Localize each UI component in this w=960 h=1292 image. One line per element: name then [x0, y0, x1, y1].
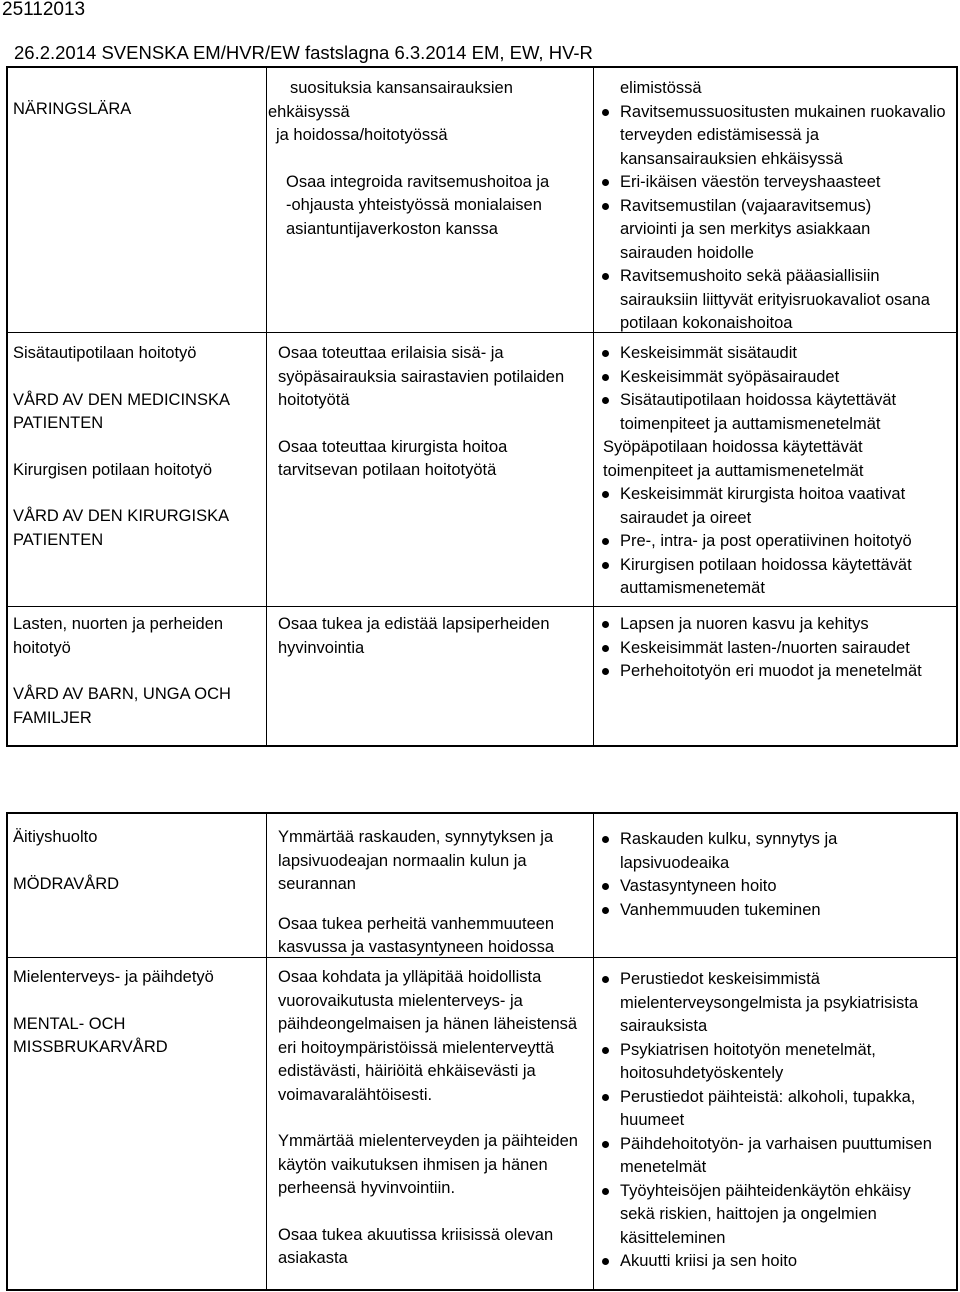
text-line: VÅRD AV DEN KIRURGISKA [13, 507, 230, 525]
text-line: sairauden hoidolle [620, 243, 754, 262]
text-line: Keskeisimmät lasten-/nuorten sairaudet [620, 638, 910, 657]
row-medicinska-col3 [598, 342, 912, 601]
text-line: sairauksista [620, 1017, 708, 1035]
list-item [598, 554, 912, 601]
row-medicinska-col2 [278, 342, 564, 483]
text-line: Lasten, nuorten ja perheiden [13, 615, 224, 633]
list-item [598, 366, 912, 390]
text-line: auttamismenetemät [620, 579, 765, 597]
list-item [598, 483, 912, 530]
list-item [598, 171, 946, 195]
text-line: Keskeisimmät syöpäsairaudet [620, 367, 840, 386]
row-medicinska-col1 [13, 342, 230, 552]
text-line: lapsivuodeajan normaalin kulun ja [278, 851, 527, 870]
list-item [598, 389, 912, 436]
list-item [598, 899, 837, 923]
subject-title [13, 98, 131, 122]
text-line: Lapsen ja nuoren kasvu ja kehitys [620, 615, 869, 633]
subject-title-sv [13, 683, 231, 730]
text-line: voimavaralähtöisesti. [278, 1085, 433, 1104]
subject-title [13, 966, 214, 990]
row-modravard-col2 [278, 826, 554, 960]
text-line: Sisätautipotilaan hoitotyö [13, 344, 197, 362]
text-line: Osaa kohdata ja ylläpitää hoidollista [278, 968, 542, 986]
text-line: eri hoitoympäristöissä mielenterveyttä [278, 1038, 555, 1057]
list-item [598, 530, 912, 554]
content-list [598, 828, 837, 922]
text-line: Osaa tukea ja edistää lapsiperheiden [278, 615, 550, 633]
column-divider [266, 814, 267, 1289]
goal-text [268, 171, 549, 242]
text-line: huumeet [620, 1111, 685, 1129]
text-line: toimenpiteet ja auttamismenetelmät [620, 414, 881, 433]
row-modravard-col3 [598, 828, 837, 922]
text-line: hoitotyötä [278, 391, 350, 409]
text-line: Ymmärtää mielenterveyden ja päihteiden [278, 1132, 578, 1150]
text-line: VÅRD AV BARN, UNGA OCH [13, 685, 231, 703]
row-barn-col2 [278, 613, 550, 660]
list-item [598, 195, 946, 266]
column-divider [593, 814, 594, 1289]
text-line: kasvussa ja vastasyntyneen hoidossa [278, 938, 555, 956]
goal-text [278, 913, 554, 960]
row-modravard-col1 [13, 826, 119, 896]
text-line: suosituksia kansansairauksien [290, 79, 513, 97]
text-line: Osaa toteuttaa kirurgista hoitoa [278, 437, 508, 456]
list-item [598, 1039, 932, 1086]
text-line: Pre-, intra- ja post operatiivinen hoitotyö [620, 532, 912, 550]
text-line: Kirurgisen potilaan hoidossa käytettävät [620, 555, 912, 574]
text-line: arviointi ja sen merkitys asiakkaan [620, 220, 871, 238]
text-line: hoitotyö [13, 638, 71, 657]
column-divider [266, 68, 267, 745]
text-line: Päihdehoitotyön- ja varhaisen puuttumisen [620, 1134, 932, 1153]
goal-text [268, 101, 549, 125]
text-line: edistävästi, häiriöitä ehkäisevästi ja [278, 1062, 536, 1080]
list-item [598, 1180, 932, 1251]
content-text [598, 77, 946, 101]
list-item [598, 101, 946, 172]
goal-text [278, 436, 564, 483]
text-line: VÅRD AV DEN MEDICINSKA [13, 390, 230, 409]
row-mental-col2 [278, 966, 578, 1271]
document-heading: 26.2.2014 SVENSKA EM/HVR/EW fastslagna 6.3.2014 EM, EW, HV-R [14, 42, 593, 63]
text-line: Ravitsemussuositusten mukainen ruokavalio [620, 102, 946, 121]
text-line: Ravitsemushoito sekä pääasiallisiin [620, 267, 880, 285]
row-naringslara-col2 [268, 77, 549, 241]
text-line: Ymmärtää raskauden, synnytyksen ja [278, 828, 554, 846]
text-line: mielenterveysongelmista ja psykiatrisista [620, 993, 919, 1012]
curriculum-table-upper [6, 66, 958, 747]
text-line: kansansairauksien ehkäisyssä [620, 149, 843, 168]
text-line: Vanhemmuuden tukeminen [620, 900, 821, 919]
text-line: -ohjausta yhteistyössä monialaisen [286, 196, 542, 214]
text-line: Keskeisimmät kirurgista hoitoa vaativat [620, 485, 906, 503]
row-naringslara-col1 [13, 98, 131, 122]
row-naringslara-col3 [598, 77, 946, 336]
text-line: asiantuntijaverkoston kanssa [286, 219, 498, 238]
text-line: hoitosuhdetyöskentely [620, 1064, 784, 1082]
row-barn-col1 [13, 613, 231, 730]
text-line: Äitiyshuolto [13, 828, 98, 846]
subject-title [13, 613, 231, 660]
text-line: asiakasta [278, 1249, 348, 1267]
goal-text [268, 77, 549, 101]
text-line: MÖDRAVÅRD [13, 874, 120, 893]
goal-text [278, 826, 554, 897]
text-line: Työyhteisöjen päihteidenkäytön ehkäisy [620, 1181, 911, 1200]
content-list [598, 613, 922, 684]
list-item [598, 875, 837, 899]
text-line: terveyden edistämisessä ja [620, 126, 820, 144]
list-item [598, 660, 922, 684]
subject-title-sv [13, 389, 230, 436]
text-line: käsitteleminen [620, 1228, 726, 1247]
goal-text [278, 342, 564, 413]
text-line: Akuutti kriisi ja sen hoito [620, 1252, 797, 1270]
row-divider [8, 606, 956, 607]
text-line: Psykiatrisen hoitotyön menetelmät, [620, 1040, 876, 1059]
list-item [598, 828, 837, 875]
column-divider [593, 68, 594, 745]
text-line: Ravitsemustilan (vajaaravitsemus) [620, 196, 872, 215]
text-line: potilaan kokonaishoitoa [620, 314, 793, 332]
text-line: PATIENTEN [13, 414, 104, 432]
text-line: syöpäsairauksia sairastavien potilaiden [278, 367, 565, 386]
text-line: Perustiedot päihteistä: alkoholi, tupakka, [620, 1087, 916, 1106]
content-list [598, 968, 932, 1274]
text-line: Keskeisimmät sisätaudit [620, 344, 797, 362]
row-barn-col3 [598, 613, 922, 684]
text-line: Raskauden kulku, synnytys ja [620, 830, 838, 848]
text-line: menetelmät [620, 1158, 707, 1176]
list-item [598, 342, 912, 366]
text-line: ja hoidossa/hoitotyössä [276, 126, 448, 144]
subject-title [13, 342, 230, 366]
text-line: Vastasyntyneen hoito [620, 877, 777, 895]
goal-text [278, 966, 578, 1107]
text-line: käytön vaikutuksen ihmisen ja hänen [278, 1155, 548, 1174]
text-line: Osaa integroida ravitsemushoitoa ja [286, 172, 550, 191]
text-line: MENTAL- OCH [13, 1014, 126, 1033]
goal-text [278, 1130, 578, 1201]
text-line: seurannan [278, 875, 356, 893]
list-item [598, 613, 922, 637]
subject-title-sv [13, 1013, 214, 1060]
text-line: Osaa tukea akuutissa kriisissä olevan [278, 1225, 554, 1244]
text-line: Syöpäpotilaan hoidossa käytettävät [603, 438, 863, 456]
text-line: toimenpiteet ja auttamismenetelmät [603, 461, 864, 480]
curriculum-table-lower [6, 812, 958, 1291]
list-item [598, 265, 946, 336]
text-line: NÄRINGSLÄRA [13, 100, 132, 118]
text-line: Osaa toteuttaa erilaisia sisä- ja [278, 344, 504, 362]
text-line: Mielenterveys- ja päihdetyö [13, 968, 214, 986]
row-mental-col3 [598, 968, 932, 1274]
text-line: sairauksiin liittyvät erityisruokavaliot osana [620, 290, 930, 309]
goal-text [278, 613, 550, 660]
text-line: vuorovaikutusta mielenterveys- ja [278, 991, 523, 1010]
row-mental-col1 [13, 966, 214, 1060]
text-line: FAMILJER [13, 708, 92, 727]
text-line: sekä riskien, haittojen ja ongelmien [620, 1205, 877, 1223]
subject-title-sv [13, 873, 119, 897]
text-line: PATIENTEN [13, 530, 104, 549]
subject-title [13, 826, 119, 850]
list-item [598, 1250, 932, 1274]
content-text [598, 436, 912, 483]
text-line: Kirurgisen potilaan hoitotyö [13, 460, 213, 479]
text-line: Perhehoitotyön eri muodot ja menetelmät [620, 662, 922, 680]
subject-title-sv [13, 505, 230, 552]
list-item [598, 637, 922, 661]
text-line: tarvitsevan potilaan hoitotyötä [278, 461, 497, 479]
text-line: Eri-ikäisen väestön terveyshaasteet [620, 173, 881, 191]
text-line: hyvinvointia [278, 638, 365, 657]
subject-title [13, 459, 230, 483]
text-line: päihdeongelmaisen ja hänen läheistensä [278, 1015, 578, 1033]
list-item [598, 968, 932, 1039]
content-list [598, 483, 912, 601]
text-line: ehkäisyssä [268, 102, 350, 121]
content-list [598, 342, 912, 436]
text-line: Perustiedot keskeisimmistä [620, 970, 820, 988]
list-item [598, 1133, 932, 1180]
text-line: elimistössä [620, 79, 702, 97]
text-line: Osaa tukea perheitä vanhemmuuteen [278, 914, 555, 933]
text-line: sairaudet ja oireet [620, 508, 752, 527]
list-item [598, 1086, 932, 1133]
text-line: MISSBRUKARVÅRD [13, 1038, 168, 1056]
text-line: Sisätautipotilaan hoidossa käytettävät [620, 391, 897, 409]
goal-text [278, 1224, 578, 1271]
document-id: 25112013 [2, 0, 86, 20]
text-line: perheensä hyvinvointiin. [278, 1179, 456, 1197]
text-line: lapsivuodeaika [620, 853, 730, 872]
content-list [598, 101, 946, 336]
goal-text [268, 124, 549, 148]
